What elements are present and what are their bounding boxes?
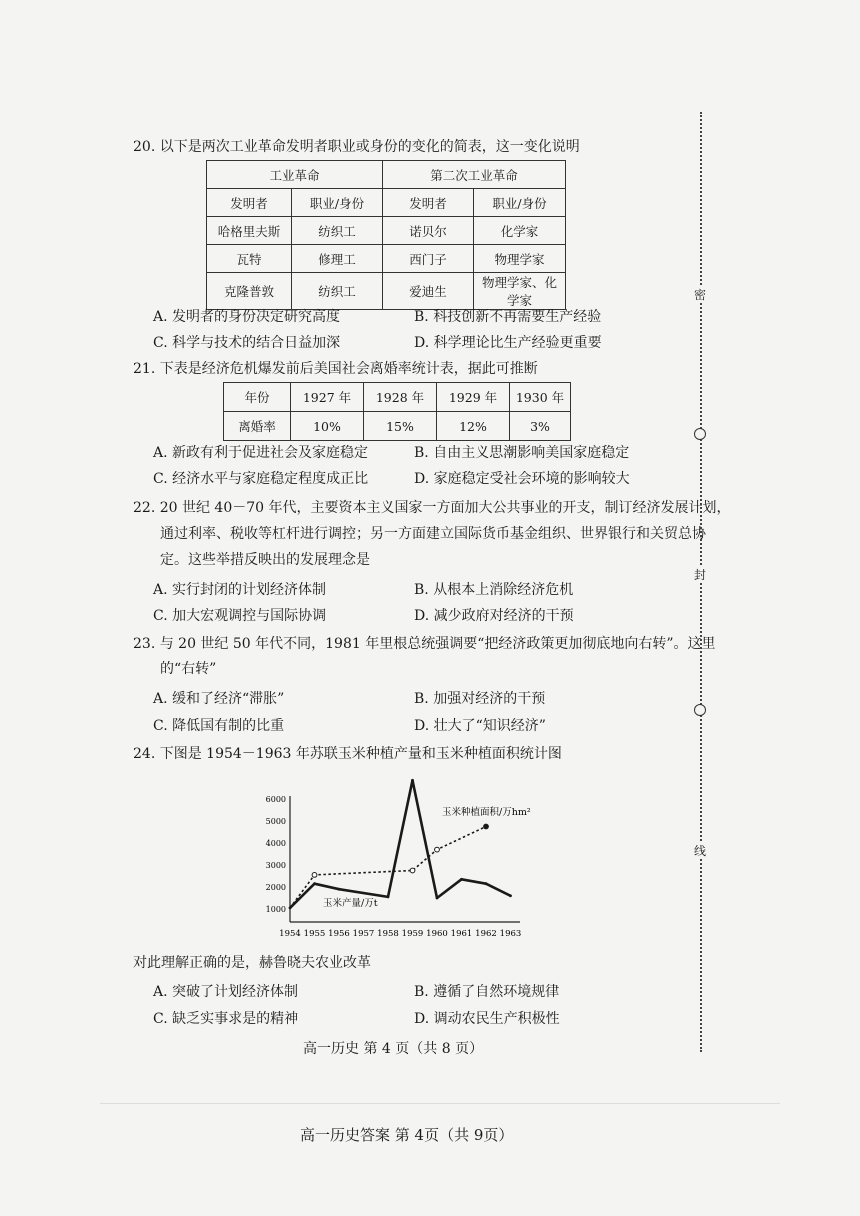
x-tick-label: 1961 (450, 929, 473, 939)
table-cell: 1928 年 (364, 383, 437, 412)
q23-option-d: D. 壮大了“知识经济” (414, 718, 546, 734)
table-cell: 物理学家 (474, 245, 566, 273)
q20-option-d: D. 科学理论比生产经验更重要 (414, 335, 602, 351)
area-data-point (410, 868, 415, 873)
x-tick-label: 1956 (328, 929, 350, 939)
seal-mark-xian: 线 (693, 844, 706, 858)
table-cell: 1929 年 (437, 383, 510, 412)
x-tick-label: 1955 (303, 929, 326, 939)
q21-option-b: B. 自由主义思潮影响美国家庭稳定 (414, 445, 630, 461)
table-cell: 年份 (224, 383, 291, 412)
table-row (207, 245, 566, 273)
seal-mark-feng: 封 (693, 568, 706, 582)
q20-group-1: 工业革命 (207, 161, 383, 189)
table-cell: 诺贝尔 (383, 217, 474, 245)
table-cell: 西门子 (383, 245, 474, 273)
q22-stem-line-3: 定。这些举措反映出的发展理念是 (160, 552, 370, 568)
q22-option-b: B. 从根本上消除经济危机 (414, 582, 574, 598)
q23-option-b: B. 加强对经济的干预 (414, 691, 546, 707)
area-data-point (484, 824, 489, 829)
binding-hole-icon (694, 428, 706, 440)
table-cell: 1927 年 (291, 383, 364, 412)
table-cell: 10% (291, 412, 364, 441)
q24-option-b: B. 遵循了自然环境规律 (414, 984, 560, 1000)
x-tick-label: 1958 (377, 929, 399, 939)
yield-data-point (460, 878, 463, 881)
q21-table (223, 382, 571, 441)
yield-data-point (509, 894, 512, 897)
yield-data-point (485, 882, 488, 885)
table-row (207, 217, 566, 245)
q20-group-2: 第二次工业革命 (383, 161, 566, 189)
q20-header-cell: 发明者 (383, 189, 474, 217)
q20-header-cell: 发明者 (207, 189, 292, 217)
y-tick-label: 1000 (265, 905, 286, 914)
page-footer: 高一历史 第 4 页（共 8 页） (303, 1041, 484, 1057)
q23-option-a: A. 缓和了经济“滞胀” (153, 691, 285, 707)
q22-stem-line-2: 通过利率、税收等杠杆进行调控；另一方面建立国际货币基金组织、世界银行和关贸总协 (160, 526, 706, 542)
y-tick-label: 5000 (265, 817, 286, 826)
q23-option-c: C. 降低国有制的比重 (153, 718, 285, 734)
x-tick-label: 1957 (352, 929, 375, 939)
table-cell: 12% (437, 412, 510, 441)
yield-data-point (313, 882, 316, 885)
x-tick-label: 1963 (499, 929, 522, 939)
table-cell: 纺织工 (292, 273, 383, 310)
x-tick-label: 1959 (401, 929, 424, 939)
divider (100, 1103, 780, 1104)
x-tick-label: 1954 (279, 929, 301, 939)
table-cell: 纺织工 (292, 217, 383, 245)
q21-stem: 21. 下表是经济危机爆发前后美国社会离婚率统计表，据此可推断 (133, 361, 538, 377)
table-row (207, 273, 566, 310)
q24-stem: 24. 下图是 1954－1963 年苏联玉米种植产量和玉米种植面积统计图 (133, 746, 562, 762)
q20-table (206, 160, 566, 310)
x-tick-label: 1962 (475, 929, 497, 939)
q23-stem-line-1: 23. 与 20 世纪 50 年代不同，1981 年里根总统强调要“把经济政策更加彻底地向右转”。这里 (133, 636, 716, 652)
bottom-footer: 高一历史答案 第 4页（共 9页） (300, 1126, 514, 1144)
table-cell: 离婚率 (224, 412, 291, 441)
table-row (224, 412, 571, 441)
y-tick-label: 4000 (265, 839, 286, 848)
table-cell: 爱迪生 (383, 273, 474, 310)
table-cell: 1930 年 (510, 383, 571, 412)
series-label-yield: 玉米产量/万t (323, 898, 378, 909)
y-tick-label: 6000 (265, 795, 286, 804)
q21-option-a: A. 新政有利于促进社会及家庭稳定 (153, 445, 369, 461)
table-cell: 克隆普敦 (207, 273, 292, 310)
table-cell: 15% (364, 412, 437, 441)
table-row (224, 383, 571, 412)
table-cell: 哈格里夫斯 (207, 217, 292, 245)
q20-option-a: A. 发明者的身份决定研究高度 (153, 309, 341, 325)
y-tick-label: 2000 (265, 883, 286, 892)
yield-data-point (387, 896, 390, 899)
corn-chart (262, 770, 532, 940)
area-data-point (435, 847, 440, 852)
series-line-yield (290, 780, 511, 908)
y-tick-label: 3000 (265, 861, 286, 870)
q24-option-d: D. 调动农民生产积极性 (414, 1011, 560, 1027)
q22-option-c: C. 加大宏观调控与国际协调 (153, 608, 327, 624)
x-tick-label: 1960 (426, 929, 448, 939)
q20-header-cell: 职业/身份 (292, 189, 383, 217)
q21-option-d: D. 家庭稳定受社会环境的影响较大 (414, 471, 630, 487)
q22-option-a: A. 实行封闭的计划经济体制 (153, 582, 327, 598)
q20-header-cell: 职业/身份 (474, 189, 566, 217)
q24-after: 对此理解正确的是，赫鲁晓夫农业改革 (133, 955, 371, 971)
yield-data-point (411, 779, 414, 782)
q24-option-c: C. 缺乏实事求是的精神 (153, 1011, 299, 1027)
yield-data-point (436, 897, 439, 900)
q22-stem-line-1: 22. 20 世纪 40－70 年代，主要资本主义国家一方面加大公共事业的开支，制订经济发展计划， (133, 500, 731, 516)
q20-option-c: C. 科学与技术的结合日益加深 (153, 335, 341, 351)
seal-mark-mi: 密 (693, 288, 706, 302)
table-cell: 3% (510, 412, 571, 441)
binding-hole-icon (694, 704, 706, 716)
q21-option-c: C. 经济水平与家庭稳定程度成正比 (153, 471, 369, 487)
q24-option-a: A. 突破了计划经济体制 (153, 984, 299, 1000)
q20-stem: 20. 以下是两次工业革命发明者职业或身份的变化的简表，这一变化说明 (133, 139, 580, 155)
table-cell: 物理学家、化学家 (474, 273, 566, 310)
yield-data-point (338, 888, 341, 891)
table-cell: 化学家 (474, 217, 566, 245)
q23-stem-line-2: 的“右转” (160, 661, 217, 677)
area-data-point (312, 873, 317, 878)
q20-option-b: B. 科技创新不再需要生产经验 (414, 309, 602, 325)
table-cell: 修理工 (292, 245, 383, 273)
table-cell: 瓦特 (207, 245, 292, 273)
series-label-area: 玉米种植面积/万hm² (442, 807, 531, 818)
q22-option-d: D. 减少政府对经济的干预 (414, 608, 574, 624)
